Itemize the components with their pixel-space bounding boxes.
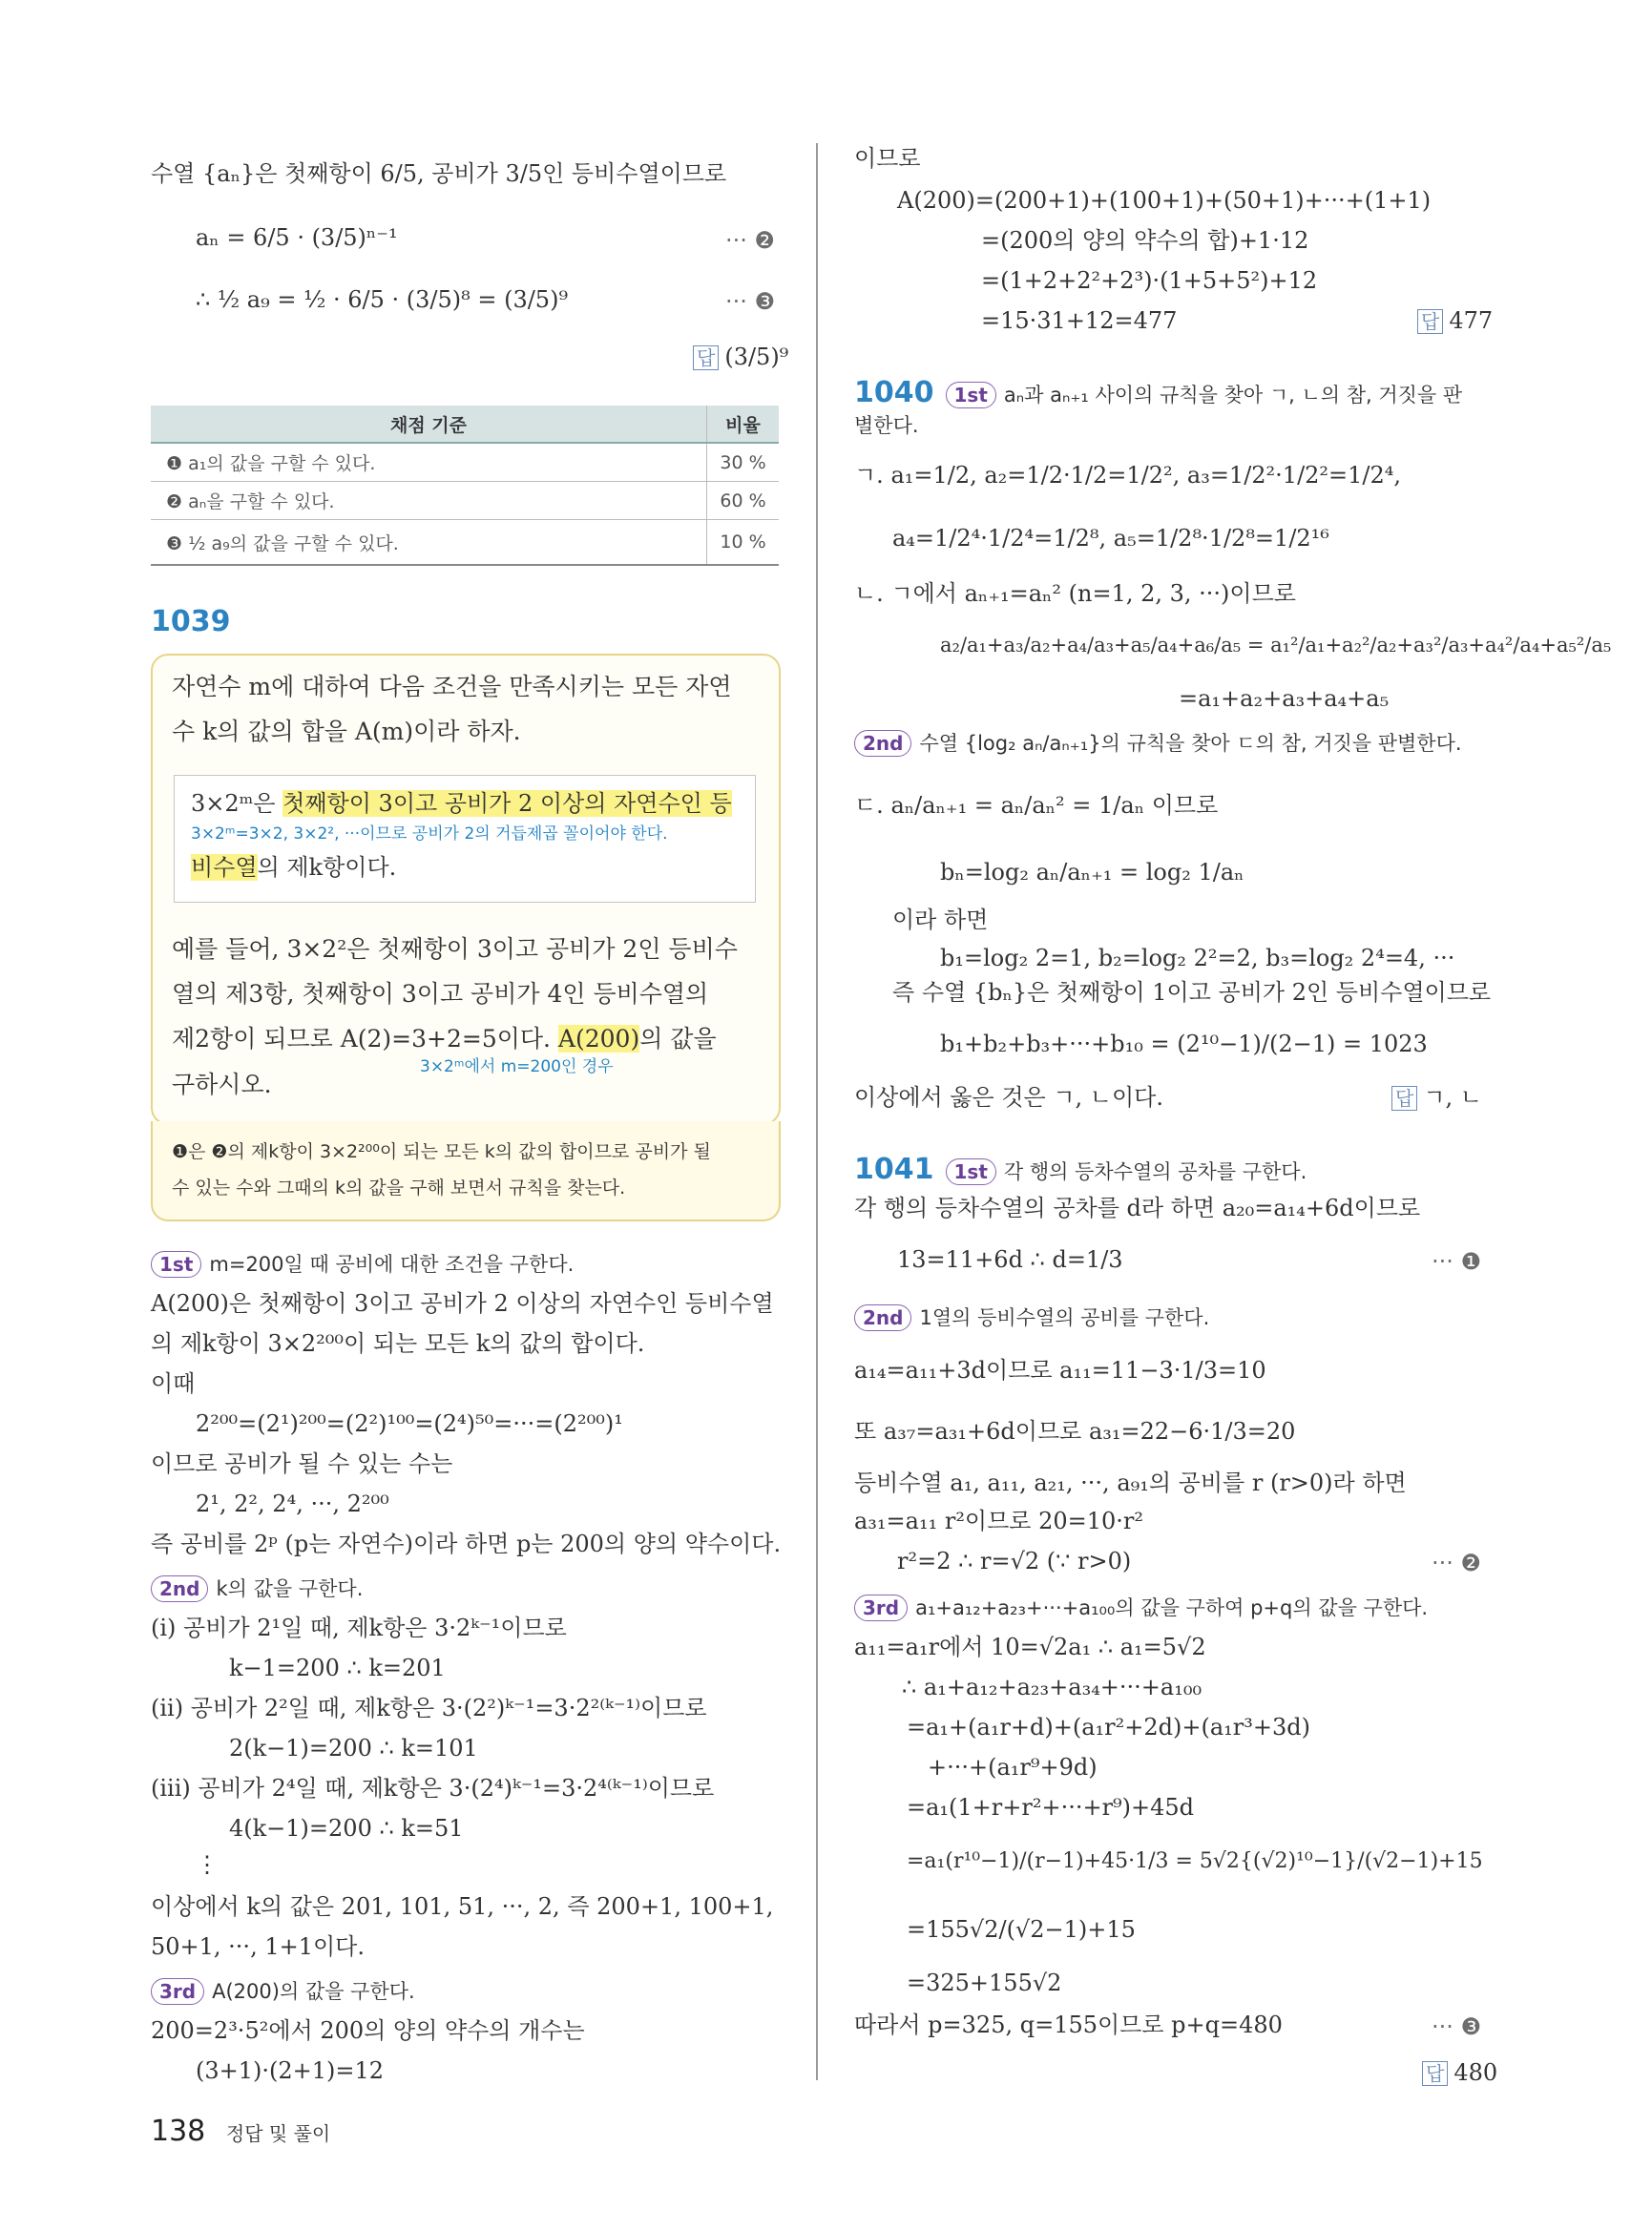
r-line-1: 이므로 xyxy=(854,145,921,172)
answer-value: 480 xyxy=(1453,2059,1498,2086)
criteria-text: ❶ a₁의 값을 구할 수 있다. xyxy=(151,443,707,482)
p1041-line-11: +···+(a₁r⁹+9d) xyxy=(928,1754,1098,1781)
criteria-pct: 60 % xyxy=(707,482,780,520)
q-line-1: 자연수 m에 대하여 다음 조건을 만족시키는 모든 자연 xyxy=(172,673,732,700)
table-row xyxy=(151,443,779,482)
answer-icon: 답 xyxy=(1391,1086,1417,1111)
answer-icon: 답 xyxy=(693,345,719,370)
answer-icon: 답 xyxy=(1422,2061,1448,2086)
l-line-3: ∴ ½ a₉ = ½ · 6/5 · (3/5)⁸ = (3/5)⁹ xyxy=(196,286,569,313)
p1041-line-12: =a₁(1+r+r²+···+r⁹)+45d xyxy=(907,1794,1195,1821)
r-line-4: =(1+2+2²+2³)·(1+5+5²)+12 xyxy=(981,267,1318,294)
p1040-line-4: a₂/a₁+a₃/a₂+a₄/a₃+a₅/a₄+a₆/a₅ = a₁²/a₁+a₂²/a₂+a₃²/a₃+a₄²/a₄+a₅²/a₅ xyxy=(940,634,1612,657)
q-line-2: 수 k의 값의 합을 A(m)이라 하자. xyxy=(172,718,521,745)
r-line-5: =15·31+12=477 xyxy=(981,307,1178,334)
step-3rd-line xyxy=(151,1977,415,2005)
p1040-line-2: a₄=1/2⁴·1/2⁴=1/2⁸, a₅=1/2⁸·1/2⁸=1/2¹⁶ xyxy=(892,525,1329,552)
p1041-mark-2: ··· ❷ xyxy=(1432,1550,1482,1576)
p1041-line-13: =a₁(r¹⁰−1)/(r−1)+45·1/3 = 5√2{(√2)¹⁰−1}/(√2−1)+15 xyxy=(907,1849,1483,1873)
p1041-line-15: =325+155√2 xyxy=(907,1970,1062,1996)
step-2nd-1041 xyxy=(854,1303,1209,1331)
step-badge: 2nd xyxy=(151,1575,208,1602)
s2-line-6: 4(k−1)=200 ∴ k=51 xyxy=(229,1815,464,1842)
step-badge: 3rd xyxy=(151,1978,204,2005)
step-title-cont: 별한다. xyxy=(854,414,919,437)
s2-line-2: k−1=200 ∴ k=201 xyxy=(229,1655,446,1681)
table-row xyxy=(151,482,779,520)
condition-note: 3×2ᵐ=3×2, 3×2², ···이므로 공비가 2의 거듭제곱 꼴이어야 한다. xyxy=(191,824,668,844)
step-title: aₙ과 aₙ₊₁ 사이의 규칙을 찾아 ㄱ, ㄴ의 참, 거짓을 판 xyxy=(1003,384,1463,407)
p1041-line-2: 13=11+6d ∴ d=1/3 xyxy=(897,1246,1123,1273)
s2-line-3: (ii) 공비가 2²일 때, 제k항은 3·(2²)ᵏ⁻¹=3·2²⁽ᵏ⁻¹⁾이므로 xyxy=(151,1695,707,1721)
s2-line-8: 이상에서 k의 값은 201, 101, 51, ···, 2, 즉 200+1, 100+1, xyxy=(151,1893,774,1920)
p1041-line-5: 등비수열 a₁, a₁₁, a₂₁, ···, a₉₁의 공비를 r (r>0)라 하면 xyxy=(854,1470,1407,1496)
table-row xyxy=(151,520,779,566)
problem-number-1040: 1040 xyxy=(854,376,934,409)
answer-value: ㄱ, ㄴ xyxy=(1423,1084,1482,1111)
p1041-line-14: =155√2/(√2−1)+15 xyxy=(907,1916,1136,1943)
step-title: a₁+a₁₂+a₂₃+···+a₁₀₀의 값을 구하여 p+q의 값을 구한다. xyxy=(915,1596,1429,1619)
s2-line-4: 2(k−1)=200 ∴ k=101 xyxy=(229,1735,478,1762)
s2-line-9: 50+1, ···, 1+1이다. xyxy=(151,1933,365,1960)
p1041-line-8: a₁₁=a₁r에서 10=√2a₁ ∴ a₁=5√2 xyxy=(854,1634,1206,1660)
s3-line-1: 200=2³·5²에서 200의 양의 약수의 개수는 xyxy=(151,2017,585,2044)
p1040-line-11: b₁+b₂+b₃+···+b₁₀ = (2¹⁰−1)/(2−1) = 1023 xyxy=(940,1031,1428,1057)
s2-line-5: (iii) 공비가 2⁴일 때, 제k항은 3·(2⁴)ᵏ⁻¹=3·2⁴⁽ᵏ⁻¹⁾이므로 xyxy=(151,1775,715,1802)
step-badge: 2nd xyxy=(854,730,911,757)
s1-line-1: A(200)은 첫째항이 3이고 공비가 2 이상의 자연수인 등비수열 xyxy=(151,1290,774,1317)
p1041-answer xyxy=(1422,2059,1497,2087)
s1-line-2: 의 제k항이 3×2²⁰⁰이 되는 모든 k의 값의 합이다. xyxy=(151,1330,645,1357)
step-title: 1열의 등비수열의 공비를 구한다. xyxy=(919,1306,1210,1329)
p1040-line-1: ㄱ. a₁=1/2, a₂=1/2·1/2=1/2², a₃=1/2²·1/2²=1/2⁴, xyxy=(854,462,1402,489)
p1040-line-5: =a₁+a₂+a₃+a₄+a₅ xyxy=(1179,685,1390,712)
problem-number-1041: 1041 xyxy=(854,1153,934,1186)
step-badge: 1st xyxy=(946,1158,996,1185)
step-title: 수열 {log₂ aₙ/aₙ₊₁}의 규칙을 찾아 ㄷ의 참, 거짓을 판별한다. xyxy=(919,732,1462,755)
step-1st-line xyxy=(151,1250,574,1278)
p1040-line-12: 이상에서 옳은 것은 ㄱ, ㄴ이다. xyxy=(854,1084,1163,1111)
p1041-line-3: a₁₄=a₁₁+3d이므로 a₁₁=11−3·1/3=10 xyxy=(854,1357,1266,1384)
condition-line-1 xyxy=(191,790,732,818)
l-line-1: 수열 {aₙ}은 첫째항이 6/5, 공비가 3/5인 등비수열이므로 xyxy=(151,160,727,187)
step-title: 각 행의 등차수열의 공차를 구한다. xyxy=(1003,1160,1307,1183)
p1040-line-9: b₁=log₂ 2=1, b₂=log₂ 2²=2, b₃=log₂ 2⁴=4, ··· xyxy=(940,945,1455,971)
hint-line-1: ❶은 ❷의 제k항이 3×2²⁰⁰이 되는 모든 k의 값의 합이므로 공비가 될 xyxy=(172,1141,711,1162)
condition-line-2 xyxy=(191,854,396,882)
q5-highlight: A(200) xyxy=(557,1025,640,1053)
step-badge: 3rd xyxy=(854,1595,908,1621)
criteria-pct: 10 % xyxy=(707,520,780,566)
page-footer xyxy=(151,2115,330,2149)
criteria-pct: 30 % xyxy=(707,443,780,482)
page-number: 138 xyxy=(151,2115,206,2148)
p1040-line-10: 즉 수열 {bₙ}은 첫째항이 1이고 공비가 2인 등비수열이므로 xyxy=(892,979,1492,1006)
r-line-3: =(200의 양의 약수의 합)+1·12 xyxy=(981,227,1309,254)
q-line-4: 열의 제3항, 첫째항이 3이고 공비가 4인 등비수열의 xyxy=(172,980,709,1008)
p1041-line-16: 따라서 p=325, q=155이므로 p+q=480 xyxy=(854,2012,1283,2038)
s1-line-7: 즉 공비를 2ᵖ (p는 자연수)이라 하면 p는 200의 양의 약수이다. xyxy=(151,1531,782,1557)
q-note: 3×2ᵐ에서 m=200인 경우 xyxy=(420,1057,614,1076)
q-line-6: 구하시오. xyxy=(172,1071,272,1098)
step-badge: 1st xyxy=(946,382,996,408)
l-mark-3: ··· ❸ xyxy=(725,288,776,315)
condition-highlight-2: 비수열 xyxy=(191,854,258,881)
p1041-mark-1: ··· ❶ xyxy=(1432,1248,1482,1275)
p1041-line-7: r²=2 ∴ r=√2 (∵ r>0) xyxy=(897,1548,1132,1574)
r-line-2: A(200)=(200+1)+(100+1)+(50+1)+···+(1+1) xyxy=(897,187,1432,214)
l-answer xyxy=(693,344,788,371)
r-answer xyxy=(1417,307,1493,335)
column-divider xyxy=(816,143,818,2080)
hint-line-2: 수 있는 수와 그때의 k의 값을 구해 보면서 규칙을 찾는다. xyxy=(172,1178,626,1199)
criteria-header: 채점 기준 xyxy=(151,406,707,443)
step-badge: 2nd xyxy=(854,1304,911,1331)
q5-text-b: 의 값을 xyxy=(639,1025,717,1053)
p1041-line-6: a₃₁=a₁₁ r²이므로 20=10·r² xyxy=(854,1508,1144,1534)
p1041-line-4: 또 a₃₇=a₃₁+6d이므로 a₃₁=22−6·1/3=20 xyxy=(854,1418,1296,1445)
s1-line-5: 이므로 공비가 될 수 있는 수는 xyxy=(151,1450,453,1477)
p1041-line-1: 각 행의 등차수열의 공차를 d라 하면 a₂₀=a₁₄+6d이므로 xyxy=(854,1195,1421,1221)
s3-line-2: (3+1)·(2+1)=12 xyxy=(196,2057,385,2084)
step-2nd-line xyxy=(151,1574,363,1602)
p1041-line-9: ∴ a₁+a₁₂+a₂₃+a₃₄+···+a₁₀₀ xyxy=(902,1674,1202,1700)
q-line-3: 예를 들어, 3×2²은 첫째항이 3이고 공비가 2인 등비수 xyxy=(172,935,738,963)
hint-box xyxy=(151,1121,781,1221)
p1040-line-6: ㄷ. aₙ/aₙ₊₁ = aₙ/aₙ² = 1/aₙ 이므로 xyxy=(854,792,1219,819)
condition-highlight: 첫째항이 3이고 공비가 2 이상의 자연수인 등 xyxy=(282,790,732,817)
problem-1040-header xyxy=(854,376,1462,410)
q5-text: 제2항이 되므로 A(2)=3+2=5이다. xyxy=(172,1025,558,1053)
criteria-text: ❸ ½ a₉의 값을 구할 수 있다. xyxy=(151,520,707,566)
q-line-5 xyxy=(172,1025,717,1053)
step-title: A(200)의 값을 구한다. xyxy=(212,1980,415,2003)
p1040-line-8: 이라 하면 xyxy=(892,907,989,933)
step-title: k의 값을 구한다. xyxy=(216,1577,364,1600)
answer-value: (3/5)⁹ xyxy=(724,344,789,370)
step-2nd-1040 xyxy=(854,729,1462,757)
s1-line-6: 2¹, 2², 2⁴, ···, 2²⁰⁰ xyxy=(196,1491,389,1517)
condition-text-2: 의 제k항이다. xyxy=(257,854,397,881)
problem-number-1039: 1039 xyxy=(151,605,231,638)
p1041-mark-3: ··· ❸ xyxy=(1432,2013,1482,2040)
problem-1041-header xyxy=(854,1153,1307,1187)
criteria-text: ❷ aₙ을 구할 수 있다. xyxy=(151,482,707,520)
answer-value: 477 xyxy=(1449,307,1494,334)
step-3rd-1041 xyxy=(854,1594,1428,1621)
l-line-2: aₙ = 6/5 · (3/5)ⁿ⁻¹ xyxy=(196,224,398,251)
l-mark-2: ··· ❷ xyxy=(725,227,776,254)
ratio-header: 비율 xyxy=(707,406,780,443)
condition-text: 3×2ᵐ은 xyxy=(191,790,283,817)
step-title: m=200일 때 공비에 대한 조건을 구한다. xyxy=(209,1253,575,1276)
criteria-table xyxy=(151,406,779,566)
step-badge: 1st xyxy=(151,1251,201,1278)
p1040-answer xyxy=(1391,1084,1482,1112)
footer-label: 정답 및 풀이 xyxy=(225,2122,331,2145)
p1040-line-7: bₙ=log₂ aₙ/aₙ₊₁ = log₂ 1/aₙ xyxy=(940,859,1244,886)
s1-line-3: 이때 xyxy=(151,1370,196,1397)
p1041-line-10: =a₁+(a₁r+d)+(a₁r²+2d)+(a₁r³+3d) xyxy=(907,1714,1310,1741)
s1-line-4: 2²⁰⁰=(2¹)²⁰⁰=(2²)¹⁰⁰=(2⁴)⁵⁰=···=(2²⁰⁰)¹ xyxy=(196,1410,623,1437)
p1040-line-3: ㄴ. ㄱ에서 aₙ₊₁=aₙ² (n=1, 2, 3, ···)이므로 xyxy=(854,580,1296,607)
answer-icon: 답 xyxy=(1417,309,1443,334)
s2-line-1: (i) 공비가 2¹일 때, 제k항은 3·2ᵏ⁻¹이므로 xyxy=(151,1615,567,1641)
s2-line-7: ⋮ xyxy=(196,1851,219,1878)
